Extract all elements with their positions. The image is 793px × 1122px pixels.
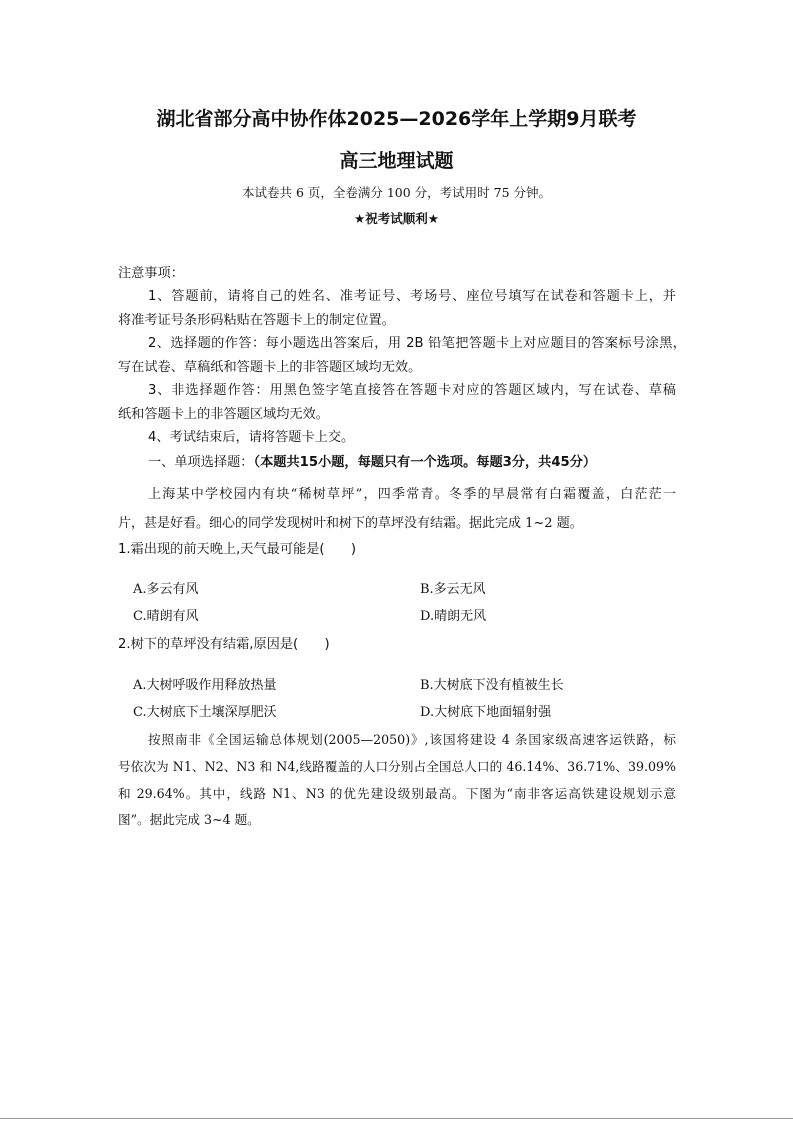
notice-item2-line2: 写在试卷、草稿纸和答题卡上的非答题区域均无效。 [118,360,422,375]
passage1-line1: 上海某中学校园内有块“稀树草坪”，四季常青。冬季的早晨常有白霜覆盖，白茫茫一 [148,487,676,502]
passage2-line4: 图”。据此完成 3~4 题。 [118,812,260,827]
notice-item1-line1: 1、答题前，请将自己的姓名、准考证号、考场号、座位号填写在试卷和答题卡上，并 [148,289,676,304]
exam-title-line1: 湖北省部分高中协作体2025—2026学年上学期9月联考 [156,108,637,130]
q2-option-c[interactable]: C.大树底下土壤深厚肥沃 [133,705,277,720]
exam-info: 本试卷共 6 页，全卷满分 100 分，考试用时 75 分钟。 [241,185,552,200]
q1-stem: 1.霜出现的前天晚上,天气最可能是( ) [118,542,357,557]
q2-option-a[interactable]: A.大树呼吸作用释放热量 [133,678,277,693]
q1-option-d[interactable]: D.晴朗无风 [420,609,487,624]
section1-desc: （本题共15小题，每题只有一个选项。每题3分，共45分） [253,455,597,470]
passage1-line2: 片，甚是好看。细心的同学发现树叶和树下的草坪没有结霜。据此完成 1~2 题。 [118,516,583,531]
notice-item4: 4、考试结束后，请将答题卡上交。 [148,430,355,445]
notice-item3-line1: 3、非选择题作答：用黑色签字笔直接答在答题卡对应的答题区域内，写在试卷、草稿 [148,383,676,398]
passage2-line2: 号依次为 N1、N2、N3 和 N4,线路覆盖的人口分别占全国总人口的 46.14%、36.71%、39.09% [118,759,676,774]
q1-option-c[interactable]: C.晴朗有风 [133,609,199,624]
section1-heading [148,451,596,470]
notice-item1-line2: 将准考证号条形码粘贴在答题卡上的制定位置。 [118,313,395,328]
notice-heading: 注意事项： [118,266,184,281]
q1-option-b[interactable]: B.多云无风 [420,582,486,597]
exam-wish: ★祝考试顺利★ [354,211,439,226]
notice-item2-line1: 2、选择题的作答：每小题选出答案后，用 2B 铅笔把答题卡上对应题目的答案标号涂黑， [148,336,686,351]
notice-item3-line2: 纸和答题卡上的非答题区域均无效。 [118,407,329,422]
section1-label: 一、单项选择题： [148,455,254,470]
exam-title-line2: 高三地理试题 [339,150,454,172]
passage2-line1: 按照南非《全国运输总体规划(2005—2050)》,该国将建设 4 条国家级高速客运铁路，标 [148,732,676,747]
q2-stem: 2.树下的草坪没有结霜,原因是( ) [118,637,330,652]
page-bottom-divider [0,1118,793,1119]
q1-option-a[interactable]: A.多云有风 [133,582,199,597]
q2-option-d[interactable]: D.大树底下地面辐射强 [420,705,552,720]
q2-option-b[interactable]: B.大树底下没有植被生长 [420,678,564,693]
passage2-line3: 和 29.64%。其中，线路 N1、N3 的优先建设级别最高。下图为“南非客运高铁建设规划示意 [118,786,676,801]
